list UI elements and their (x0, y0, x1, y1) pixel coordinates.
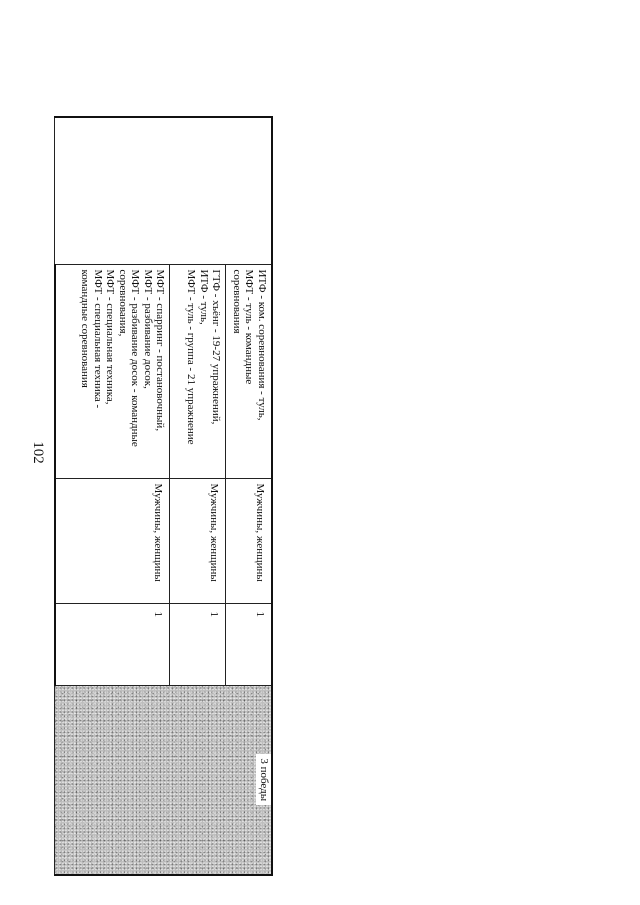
count-text: 1 (254, 611, 266, 617)
count-text: 1 (152, 611, 165, 617)
table-row (226, 117, 272, 875)
discipline-line: МФТ - разбивание досок - командные (129, 269, 142, 447)
discipline-cell (55, 264, 170, 478)
wins-cell (55, 685, 272, 875)
gender-cell (55, 478, 170, 603)
discipline-cell (226, 264, 272, 478)
standards-table (54, 116, 273, 876)
gender-text: Мужчины, женщины (152, 483, 165, 582)
gender-text: Мужчины, женщины (208, 483, 221, 582)
discipline-line: МФТ - туль - командные (243, 269, 256, 385)
count-text: 1 (208, 611, 221, 617)
count-cell (55, 603, 170, 685)
wins-text: 3 победы (257, 754, 272, 805)
discipline-line: МФТ - специальная техника, (104, 269, 117, 405)
discipline-line: ИТФ - туль, (198, 269, 210, 325)
document-table-frame (56, 116, 273, 874)
discipline-cell (170, 264, 226, 478)
discipline-line: командные соревнования (79, 269, 92, 388)
discipline-line: МФТ - специальная техника - (92, 269, 104, 409)
page-number-text: 102 (29, 440, 46, 464)
discipline-line: МФТ - разбивание досок, (142, 269, 154, 389)
discipline-line: ИТФ - ком. соревнования - туль, (256, 269, 268, 421)
empty-cell (55, 117, 272, 264)
discipline-line: МФТ - туль - группа - 21 упражнение (185, 269, 198, 445)
page-number (22, 436, 52, 468)
discipline-line: МФТ - спарринг - постановочный, (154, 269, 167, 432)
discipline-line: соревнования (231, 269, 243, 334)
count-cell (170, 603, 226, 685)
discipline-line: ГТФ - хъёнг - 19-27 упражнений, (210, 269, 223, 425)
count-cell (226, 603, 272, 685)
gender-text: Мужчины, женщины (254, 483, 266, 582)
discipline-line: соревнования, (117, 269, 129, 337)
gender-cell (170, 478, 226, 603)
gender-cell (226, 478, 272, 603)
